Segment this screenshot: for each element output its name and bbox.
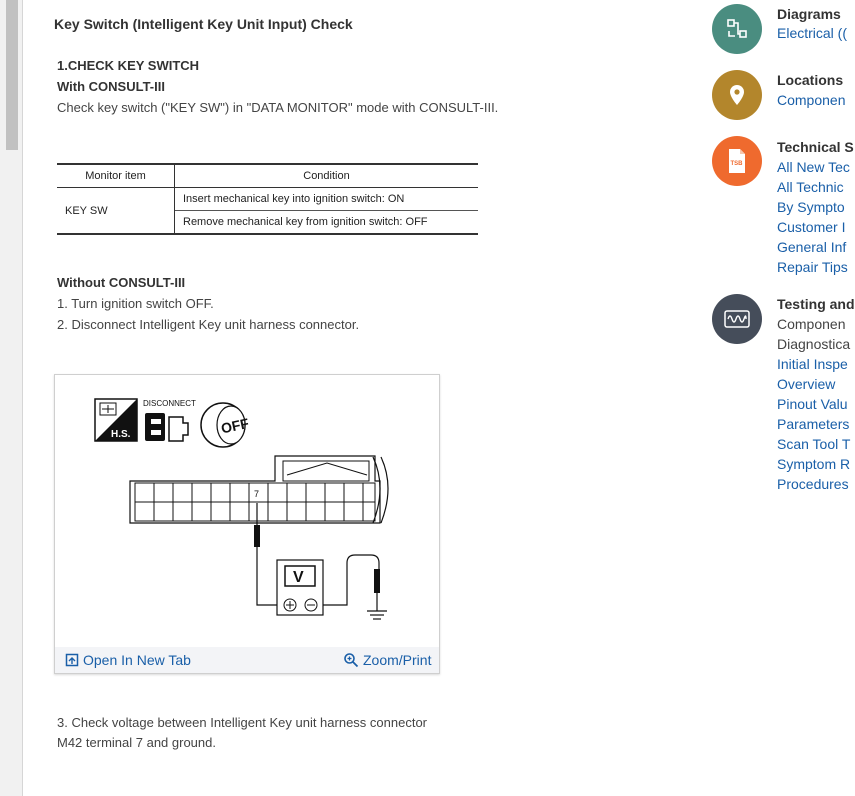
ignition-off-icon [201, 403, 251, 447]
open-in-new-tab-label: Open In New Tab [83, 652, 191, 668]
sidebar-link-initial-inspection[interactable]: Initial Inspe [777, 356, 848, 372]
table-header-row [57, 164, 478, 188]
sidebar-link-repair-tips[interactable]: Repair Tips [777, 259, 848, 275]
sidebar-link-all-technical[interactable]: All Technic [777, 179, 844, 195]
technical-title: Technical S [777, 139, 854, 155]
testing-category-icon[interactable] [712, 294, 762, 344]
testing-title: Testing and [777, 296, 855, 312]
locations-title: Locations [777, 72, 844, 88]
sidebar-link-electrical[interactable]: Electrical (( [777, 25, 848, 41]
terminal-7-label: 7 [254, 489, 260, 499]
harness-side-icon [95, 399, 137, 441]
sidebar-link-scan-tool[interactable]: Scan Tool T [777, 436, 851, 452]
condition-cell: Remove mechanical key from ignition switch: OFF [175, 211, 479, 235]
scrollbar-thumb[interactable] [6, 0, 18, 150]
sidebar-link-symptom[interactable]: Symptom R [777, 456, 851, 472]
diagrams-category-icon[interactable] [712, 4, 762, 54]
location-pin-icon [726, 83, 748, 107]
condition-cell: Insert mechanical key into ignition switch: ON [175, 188, 479, 211]
hs-label: H.S. [111, 429, 131, 440]
sidebar-link-parameters[interactable]: Parameters [777, 416, 850, 432]
disconnect-icon [143, 399, 196, 441]
locations-category-icon[interactable] [712, 70, 762, 120]
tsb-label: TSB [730, 161, 743, 167]
page-title: Key Switch (Intelligent Key Unit Input) Check [54, 16, 353, 32]
zoom-icon [343, 652, 359, 668]
step3-text-line1: 3. Check voltage between Intelligent Key unit harness connector [57, 715, 428, 730]
step1-heading: 1.CHECK KEY SWITCH [57, 58, 200, 73]
monitor-item-cell: KEY SW [57, 188, 175, 235]
scrollbar[interactable] [0, 0, 23, 796]
tsb-document-icon [726, 148, 748, 174]
sidebar-item-components: Componen [777, 316, 846, 332]
sidebar-link-customer[interactable]: Customer I [777, 219, 846, 235]
sidebar-item-diagnostics: Diagnostica [777, 336, 851, 352]
figure-footer [55, 647, 439, 673]
wiring-figure [54, 374, 440, 674]
zoom-print-label: Zoom/Print [363, 652, 432, 668]
harness-connector [130, 456, 388, 523]
header-monitor-item: Monitor item [57, 164, 175, 188]
step1-text: Check key switch ("KEY SW") in "DATA MONITOR" mode with CONSULT-III. [57, 100, 499, 115]
sidebar-link-overview[interactable]: Overview [777, 376, 836, 392]
voltmeter-label: V [293, 569, 304, 586]
sidebar-link-procedures[interactable]: Procedures [777, 476, 849, 492]
with-consult-heading: With CONSULT-III [57, 79, 165, 94]
wiring-diagram [55, 375, 439, 645]
open-in-new-tab-link[interactable] [65, 652, 191, 668]
header-condition: Condition [175, 164, 479, 188]
step-text: 2. Disconnect Intelligent Key unit harness connector. [57, 317, 360, 332]
sidebar-link-components[interactable]: Componen [777, 92, 846, 108]
diagrams-title: Diagrams [777, 6, 841, 22]
waveform-icon [724, 309, 750, 329]
open-new-tab-icon [65, 653, 79, 667]
without-consult-heading: Without CONSULT-III [57, 275, 186, 290]
table-row [57, 188, 478, 211]
step-text: 1. Turn ignition switch OFF. [57, 296, 214, 311]
diagram-icon [725, 17, 749, 41]
step3-text-line2: M42 terminal 7 and ground. [57, 735, 216, 750]
sidebar-link-pinout-values[interactable]: Pinout Valu [777, 396, 848, 412]
sidebar-link-all-new[interactable]: All New Tec [777, 159, 850, 175]
sidebar-link-general-info[interactable]: General Inf [777, 239, 847, 255]
sidebar-link-by-symptom[interactable]: By Sympto [777, 199, 845, 215]
voltmeter [277, 560, 323, 615]
zoom-print-link[interactable] [343, 652, 431, 668]
monitor-table [57, 163, 478, 235]
disconnect-label: DISCONNECT [143, 399, 196, 408]
off-label: OFF [219, 415, 251, 437]
technical-category-icon[interactable] [712, 136, 762, 186]
